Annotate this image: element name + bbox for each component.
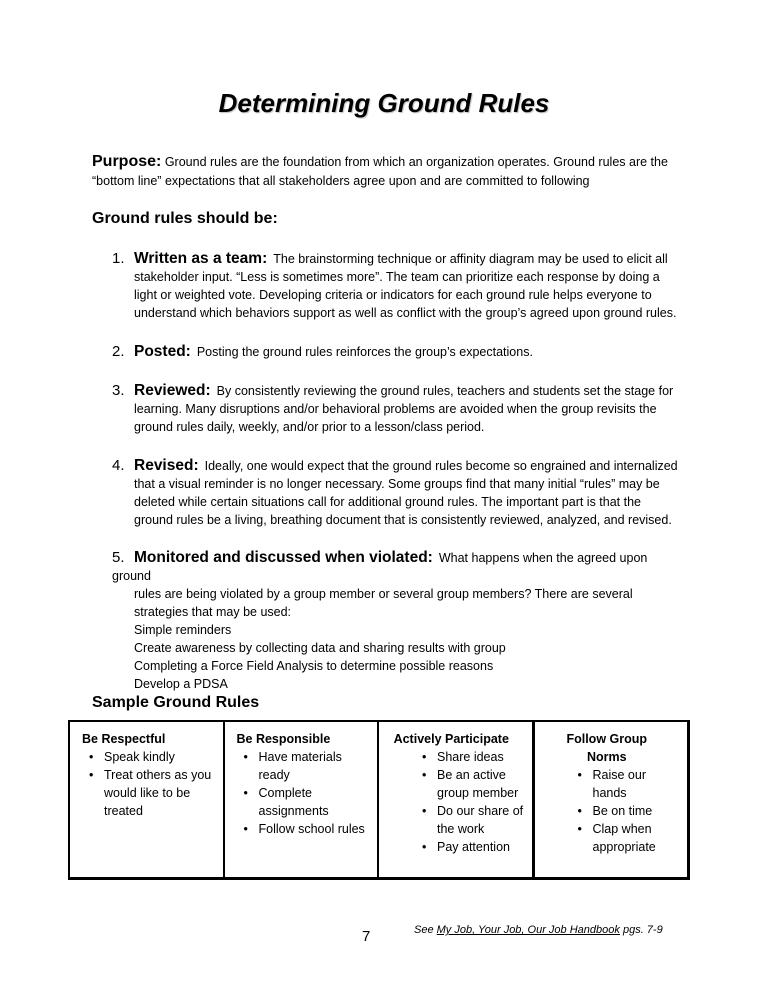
rule-bullet: • Complete assignments	[259, 784, 372, 820]
rule-bullet: • Speak kindly	[104, 748, 217, 766]
purpose-label: Purpose:	[92, 153, 162, 170]
column-title: Be Respectful	[82, 732, 166, 746]
strategy-list	[134, 621, 682, 693]
item-body: rules are being violated by a group member or several group members? There are several strategies that may be used:	[134, 587, 633, 619]
rule-bullet: • Follow school rules	[259, 820, 372, 838]
rule-bullet: • Share ideas	[437, 748, 526, 766]
item-number: 2.	[112, 343, 125, 360]
reference-see: See	[414, 924, 434, 936]
rules-column	[70, 722, 225, 877]
list-item	[112, 457, 682, 529]
list-item	[112, 549, 682, 693]
list-item	[112, 343, 682, 361]
item-first-line: The brainstorming technique or affinity diagram may be used to elicit all	[273, 252, 668, 266]
rule-bullet: • Raise our hands	[593, 766, 682, 802]
rule-bullet: • Be an active group member	[437, 766, 526, 802]
rule-bullet: • Clap when appropriate	[593, 820, 682, 856]
item-first-line: What happens when the agreed upon ground	[112, 551, 648, 583]
rule-bullet: • Treat others as you would like to be treated	[104, 766, 217, 820]
should-be-heading: Ground rules should be:	[92, 210, 278, 227]
strategy-item: Completing a Force Field Analysis to determine possible reasons	[134, 659, 494, 673]
strategy-item: Create awareness by collecting data and sharing results with group	[134, 641, 506, 655]
handbook-reference	[414, 924, 663, 936]
item-heading: Reviewed:	[134, 382, 211, 399]
item-body: that a visual reminder is no longer necessary. Some groups find that many initial “rules” may be deleted while certain situations call for additional ground rules. The important part is that the ground rules be a living, breathing document that is consistently reviewed, analyzed, and revised.	[134, 477, 672, 527]
page-title: Determining Ground Rules	[218, 88, 550, 118]
item-number: 1.	[112, 250, 125, 267]
rule-bullet: • Have materials ready	[259, 748, 372, 784]
item-first-line: Posting the ground rules reinforces the group’s expectations.	[196, 345, 533, 359]
rule-bullet: • Do our share of the work	[437, 802, 526, 838]
item-heading: Written as a team:	[134, 250, 268, 267]
rule-bullet: • Pay attention	[437, 838, 526, 856]
page-number: 7	[362, 928, 371, 945]
item-heading: Monitored and discussed when violated:	[134, 549, 433, 566]
item-first-line: By consistently reviewing the ground rules, teachers and students set the stage for	[216, 384, 674, 398]
column-title: Follow Group Norms	[566, 732, 648, 764]
column-title: Actively Participate	[393, 732, 509, 746]
list-item	[112, 382, 682, 436]
purpose-paragraph	[92, 152, 692, 191]
item-heading: Revised:	[134, 457, 199, 474]
rules-column	[377, 722, 535, 877]
column-title: Be Responsible	[236, 732, 331, 746]
strategy-item: Develop a PDSA	[134, 677, 228, 691]
item-body: stakeholder input. “Less is sometimes more”. The team can prioritize each response by doing a light or weighted vote. Developing criteria or indicators for each ground rule helps everyone to understand which behaviors support as well as conflict with the group’s agreed upon ground rules.	[134, 270, 677, 320]
rules-column	[225, 722, 380, 877]
rules-column	[535, 722, 688, 877]
reference-pages: pgs. 7-9	[622, 924, 663, 936]
item-number: 4.	[112, 457, 125, 474]
list-item	[112, 250, 682, 322]
sample-heading: Sample Ground Rules	[92, 694, 260, 711]
sample-rules-table	[68, 720, 690, 880]
strategy-item: Simple reminders	[134, 623, 232, 637]
item-number: 5.	[112, 549, 125, 566]
item-body: learning. Many disruptions and/or behavioral problems are avoided when the group revisits the ground rules daily, weekly, and/or prior to a lesson/class period.	[134, 402, 657, 434]
rule-bullet: • Be on time	[593, 802, 682, 820]
purpose-text: Ground rules are the foundation from which an organization operates. Ground rules are the “bottom line” expectations that all stakeholders agree upon and are committed to following	[92, 155, 668, 188]
item-number: 3.	[112, 382, 125, 399]
handbook-title: My Job, Your Job, Our Job Handbook	[436, 924, 620, 936]
item-first-line: Ideally, one would expect that the ground rules become so engrained and internalized	[204, 459, 678, 473]
item-heading: Posted:	[134, 343, 191, 360]
